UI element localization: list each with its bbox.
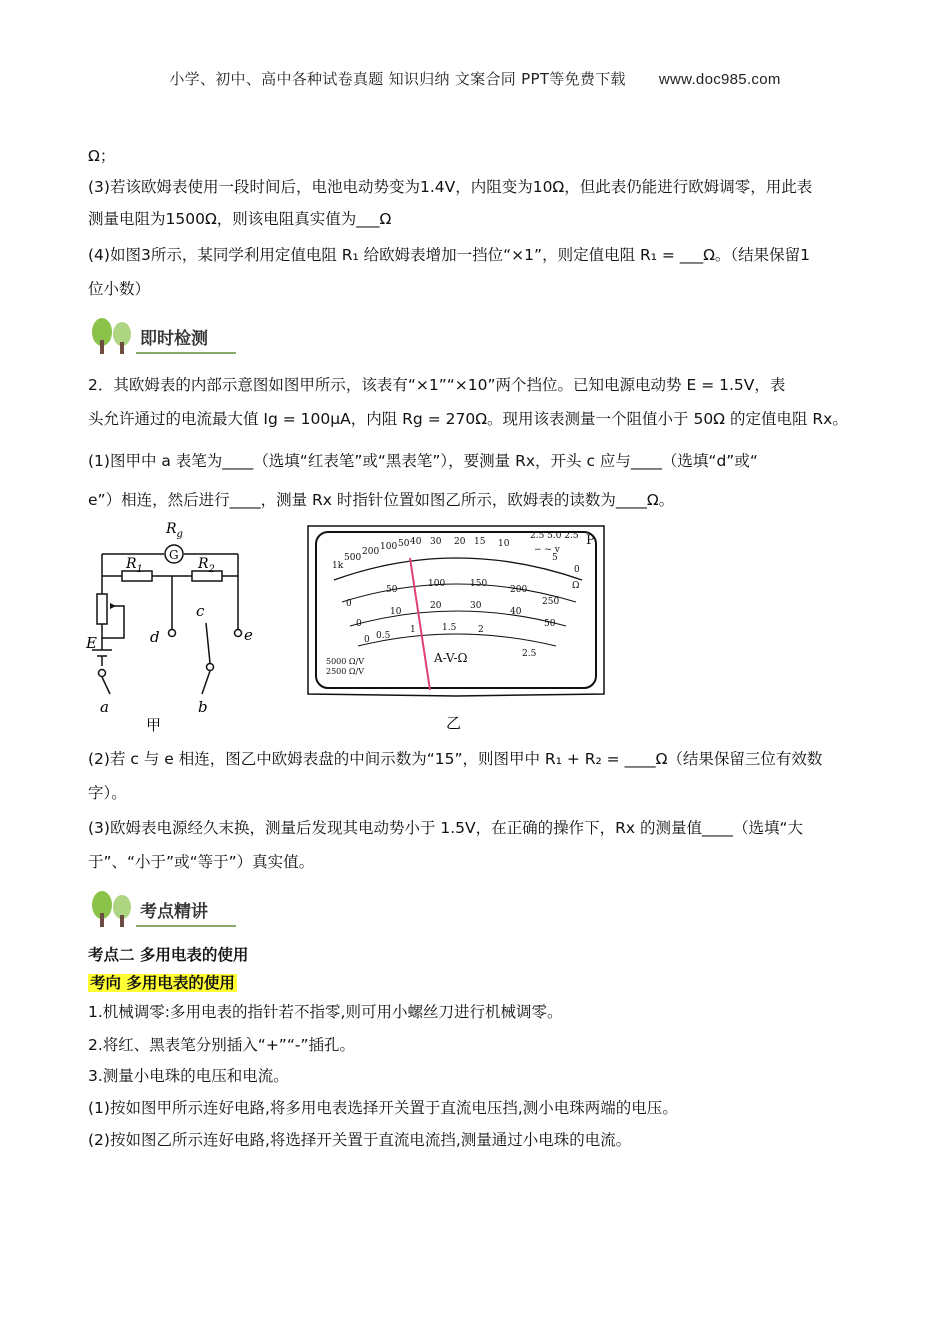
mid-tick-label: 20 — [430, 601, 442, 611]
text-line: 测量电阻为1500Ω，则该电阻真实值为___Ω — [88, 210, 392, 228]
dc-tick-label: 250 — [542, 597, 560, 607]
section-banner-key-points — [88, 887, 238, 929]
dc-tick-label: 0 — [346, 599, 352, 609]
ohm-tick-label: 20 — [454, 537, 466, 547]
ac-tick-label: 1 — [410, 625, 416, 635]
battery-label: E — [86, 634, 97, 652]
banner-label: 即时检测 — [140, 329, 208, 349]
text-line: 位小数） — [88, 280, 151, 298]
question-line: 字）。 — [88, 784, 127, 802]
step-line: (1)按如图甲所示连好电路,将多用电表选择开关置于直流电压挡,测小电珠两端的电压。 — [88, 1099, 678, 1117]
tree-icon — [88, 314, 138, 356]
svg-text:R1 — [125, 556, 143, 575]
svg-text:R2 — [197, 556, 215, 575]
r2-sub: 2 — [208, 564, 215, 575]
ac-tick-label: 2.5 — [522, 649, 537, 659]
r2-label: R — [198, 556, 209, 572]
probe-a: a — [100, 698, 109, 716]
question-line: 2．其欧姆表的内部示意图如图甲所示，该表有“×1”“×10”两个挡位。已知电源电动势 E = 1.5V，表 — [88, 376, 786, 394]
banner-label: 考点精讲 — [140, 902, 208, 922]
figure-caption-jia: 甲 — [146, 716, 162, 734]
mid-tick-label: 0 — [356, 619, 362, 629]
meter-pointer — [410, 558, 430, 690]
topic-highlight-row — [88, 973, 868, 993]
ohm-tick-label: 0 — [574, 565, 580, 575]
mid-tick-label: 30 — [470, 601, 482, 611]
topic-highlight: 考向 多用电表的使用 — [90, 974, 235, 992]
question-line: 头允许通过的电流最大值 Ig = 100μA，内阻 Rg = 270Ω。现用该表测量一个阻值小于 50Ω 的定值电阻 Rx。 — [88, 410, 848, 428]
section-title: 考点二 多用电表的使用 — [88, 946, 249, 964]
r1-sub: 1 — [136, 564, 143, 575]
dc-tick-label: 50 — [386, 585, 398, 595]
step-line: 2.将红、黑表笔分别插入“+”“-”插孔。 — [88, 1036, 355, 1054]
text-line: (3)若该欧姆表使用一段时间后，电池电动势变为1.4V，内阻变为10Ω，但此表仍能进行欧姆调零，用此表 — [88, 178, 813, 196]
tree-icon — [88, 887, 138, 929]
range-label: 2.5 5.0 2.5 — [530, 531, 579, 541]
question-line: (3)欧姆表电源经久末换，测量后发现其电动势小于 1.5V，在正确的操作下，Rx 的测量值____（选填“大 — [88, 819, 804, 837]
dc-tick-label: 150 — [470, 579, 488, 589]
svg-text:Rg — [165, 521, 183, 540]
sensitivity-label: 5000 Ω/V — [326, 657, 365, 666]
banner-underline — [136, 352, 236, 354]
ac-tick-label: 1.5 — [442, 623, 457, 633]
ohm-tick-label: 5 — [552, 553, 558, 563]
range-symbols: − ~ v — [534, 545, 560, 555]
meter-dial-yi — [306, 522, 606, 744]
page-header — [0, 68, 950, 89]
text-line: (4)如图3所示，某同学利用定值电阻 R₁ 给欧姆表增加一挡位“×1”，则定值电阻 R₁ = ___Ω。（结果保留1 — [88, 246, 811, 264]
text-line: Ω； — [88, 147, 116, 165]
question-line: e”）相连，然后进行____，测量 Rx 时指针位置如图乙所示，欧姆表的读数为____Ω。 — [88, 491, 675, 509]
banner-underline — [136, 925, 236, 927]
meter-center-label: A-V-Ω — [434, 651, 468, 665]
rg-sub: g — [176, 529, 183, 540]
ohm-tick-label: 200 — [362, 547, 380, 557]
question-line: (1)图甲中 a 表笔为____（选填“红表笔”或“黑表笔”），要测量 Rx，开头 c 应与____（选填“d”或“ — [88, 452, 758, 470]
ohm-tick-label: 15 — [474, 537, 486, 547]
ohm-tick-label: 10 — [498, 539, 510, 549]
ohm-tick-label: 500 — [344, 553, 362, 563]
mid-tick-label: 40 — [510, 607, 522, 617]
ohm-tick-label: 30 — [430, 537, 442, 547]
header-url[interactable]: www.doc985.com — [658, 71, 781, 88]
step-line: 3.测量小电珠的电压和电流。 — [88, 1067, 289, 1085]
figure-caption-yi: 乙 — [446, 714, 462, 732]
header-text: 小学、初中、高中各种试卷真题 知识归纳 文案合同 PPT等免费下载 — [169, 70, 626, 88]
r1-label: R — [126, 556, 137, 572]
dc-tick-label: 100 — [428, 579, 446, 589]
dc-tick-label: 200 — [510, 585, 528, 595]
rg-label: R — [166, 521, 177, 537]
question-line: 于”、“小于”或“等于”）真实值。 — [88, 853, 315, 871]
ac-tick-label: 0.5 — [376, 631, 391, 641]
terminal-c: c — [196, 602, 205, 620]
circuit-diagram-jia — [84, 516, 284, 738]
step-line: (2)按如图乙所示连好电路,将选择开关置于直流电流挡,测量通过小电珠的电流。 — [88, 1131, 632, 1149]
mid-tick-label: 50 — [544, 619, 556, 629]
ohm-tick-label: 40 — [410, 537, 422, 547]
section-banner-instant-check — [88, 314, 238, 356]
question-line: (2)若 c 与 e 相连，图乙中欧姆表盘的中间示数为“15”，则图甲中 R₁ + R₂ = ____Ω（结果保留三位有效数 — [88, 750, 823, 768]
ac-tick-label: 0 — [364, 635, 370, 645]
ohm-tick-label: 50 — [398, 539, 410, 549]
step-line: 1.机械调零:多用电表的指针若不指零,则可用小螺丝刀进行机械调零。 — [88, 1003, 563, 1021]
ohm-tick-label: 1k — [332, 561, 344, 571]
ohm-tick-label: 100 — [380, 542, 398, 552]
mid-tick-label: 10 — [390, 607, 402, 617]
ac-tick-label: 2 — [478, 625, 484, 635]
meter-p-label: P — [586, 533, 595, 548]
sensitivity-label: 2500 Ω/V — [326, 667, 365, 676]
terminal-e: e — [244, 626, 253, 644]
terminal-d: d — [150, 628, 160, 646]
probe-b: b — [198, 698, 208, 716]
meter-omega-label: Ω — [572, 581, 580, 591]
galvanometer-label: G — [169, 548, 179, 562]
